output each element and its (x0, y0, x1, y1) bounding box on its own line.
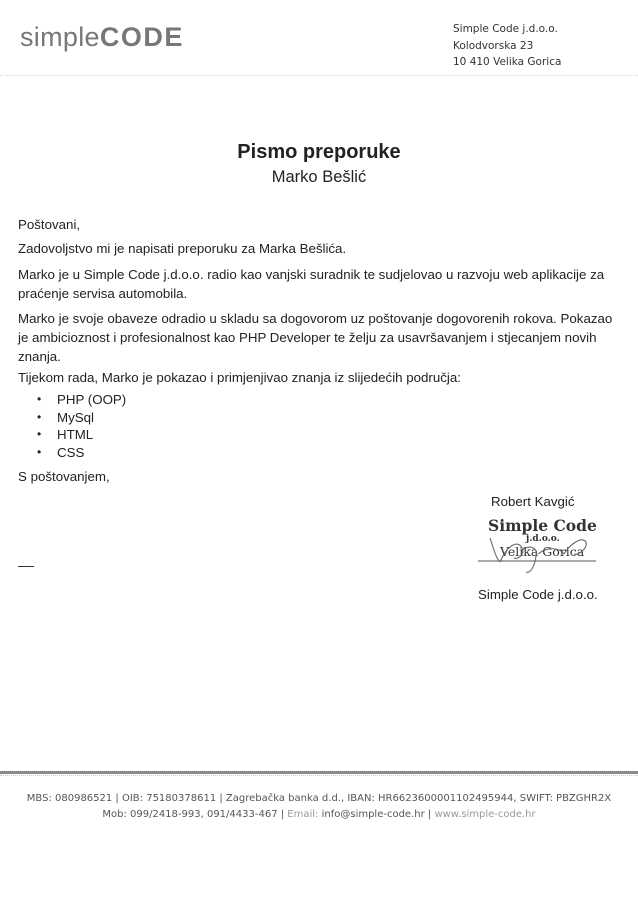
footer (0, 791, 638, 823)
logo-text-simple: simple (20, 22, 100, 52)
skills-list (37, 391, 126, 461)
greeting: Poštovani, (18, 217, 81, 232)
email-label: Email: (287, 809, 319, 820)
letter-title: Pismo preporuke (237, 141, 401, 163)
company-city: 10 410 Velika Gorica (453, 56, 562, 68)
stamp-line-1: Simple Code (488, 516, 597, 535)
email-link[interactable]: info@simple-code.hr | (318, 809, 435, 820)
paragraph-4: Tijekom rada, Marko je pokazao i primjenjivao znanja iz slijedećih područja: (18, 370, 461, 385)
footer-line-1: MBS: 080986521 | OIB: 75180378611 | Zagrebačka banka d.d., IBAN: HR6623600001102495944, SWIFT: PBZGHR2X (26, 793, 612, 804)
handwritten-signature-icon (478, 514, 608, 579)
logo-text-code: CODE (99, 22, 184, 52)
closing: S poštovanjem, (18, 469, 110, 484)
company-name: Simple Code j.d.o.o. (453, 23, 558, 35)
company-stamp (478, 514, 608, 579)
footer-divider (0, 771, 638, 774)
list-item: • HTML (37, 427, 94, 442)
bullet-icon: • (37, 392, 42, 406)
list-item: • PHP (OOP) (37, 392, 127, 407)
signatory-company: Simple Code j.d.o.o. (478, 587, 598, 602)
footer-line-2: Mob: 099/2418-993, 091/4433-467 | Email: info@simple-code.hr | www.simple-code.hr (102, 809, 536, 820)
paragraph-2: Marko je u Simple Code j.d.o.o. radio kao vanjski suradnik te sudjelovao u razvoju web aplikacije za praćenje servisa automobila. (18, 267, 605, 301)
paragraph-3: Marko je svoje obaveze odradio u skladu sa dogovorom uz poštovanje dogovorenih rokova. Pokazao je ambicioznost i profesionalnost kao PHP Developer te želju za usavršavanjem i stjecanjem novih znanja. (18, 311, 613, 364)
header-divider (0, 75, 638, 76)
bullet-icon: • (37, 409, 42, 424)
stamp-line-2: j.d.o.o. (526, 534, 560, 544)
company-address (453, 21, 561, 71)
signatory-name: Robert Kavgić (491, 494, 575, 509)
paragraph-1: Zadovoljstvo mi je napisati preporuku za Marka Bešlića. (18, 241, 347, 256)
bullet-icon: • (37, 444, 42, 459)
stamp-line-3: Velika Gorica (500, 544, 585, 559)
bullet-icon: • (37, 427, 42, 441)
letter-subtitle: Marko Bešlić (271, 168, 367, 186)
separator-dash (18, 566, 34, 567)
footer-divider-dotted (0, 775, 638, 776)
list-item: • MySql (37, 409, 94, 425)
company-logo (20, 22, 184, 53)
list-item: • CSS (37, 444, 85, 460)
company-street: Kolodvorska 23 (453, 39, 534, 52)
website-link[interactable]: www.simple-code.hr (434, 809, 536, 820)
